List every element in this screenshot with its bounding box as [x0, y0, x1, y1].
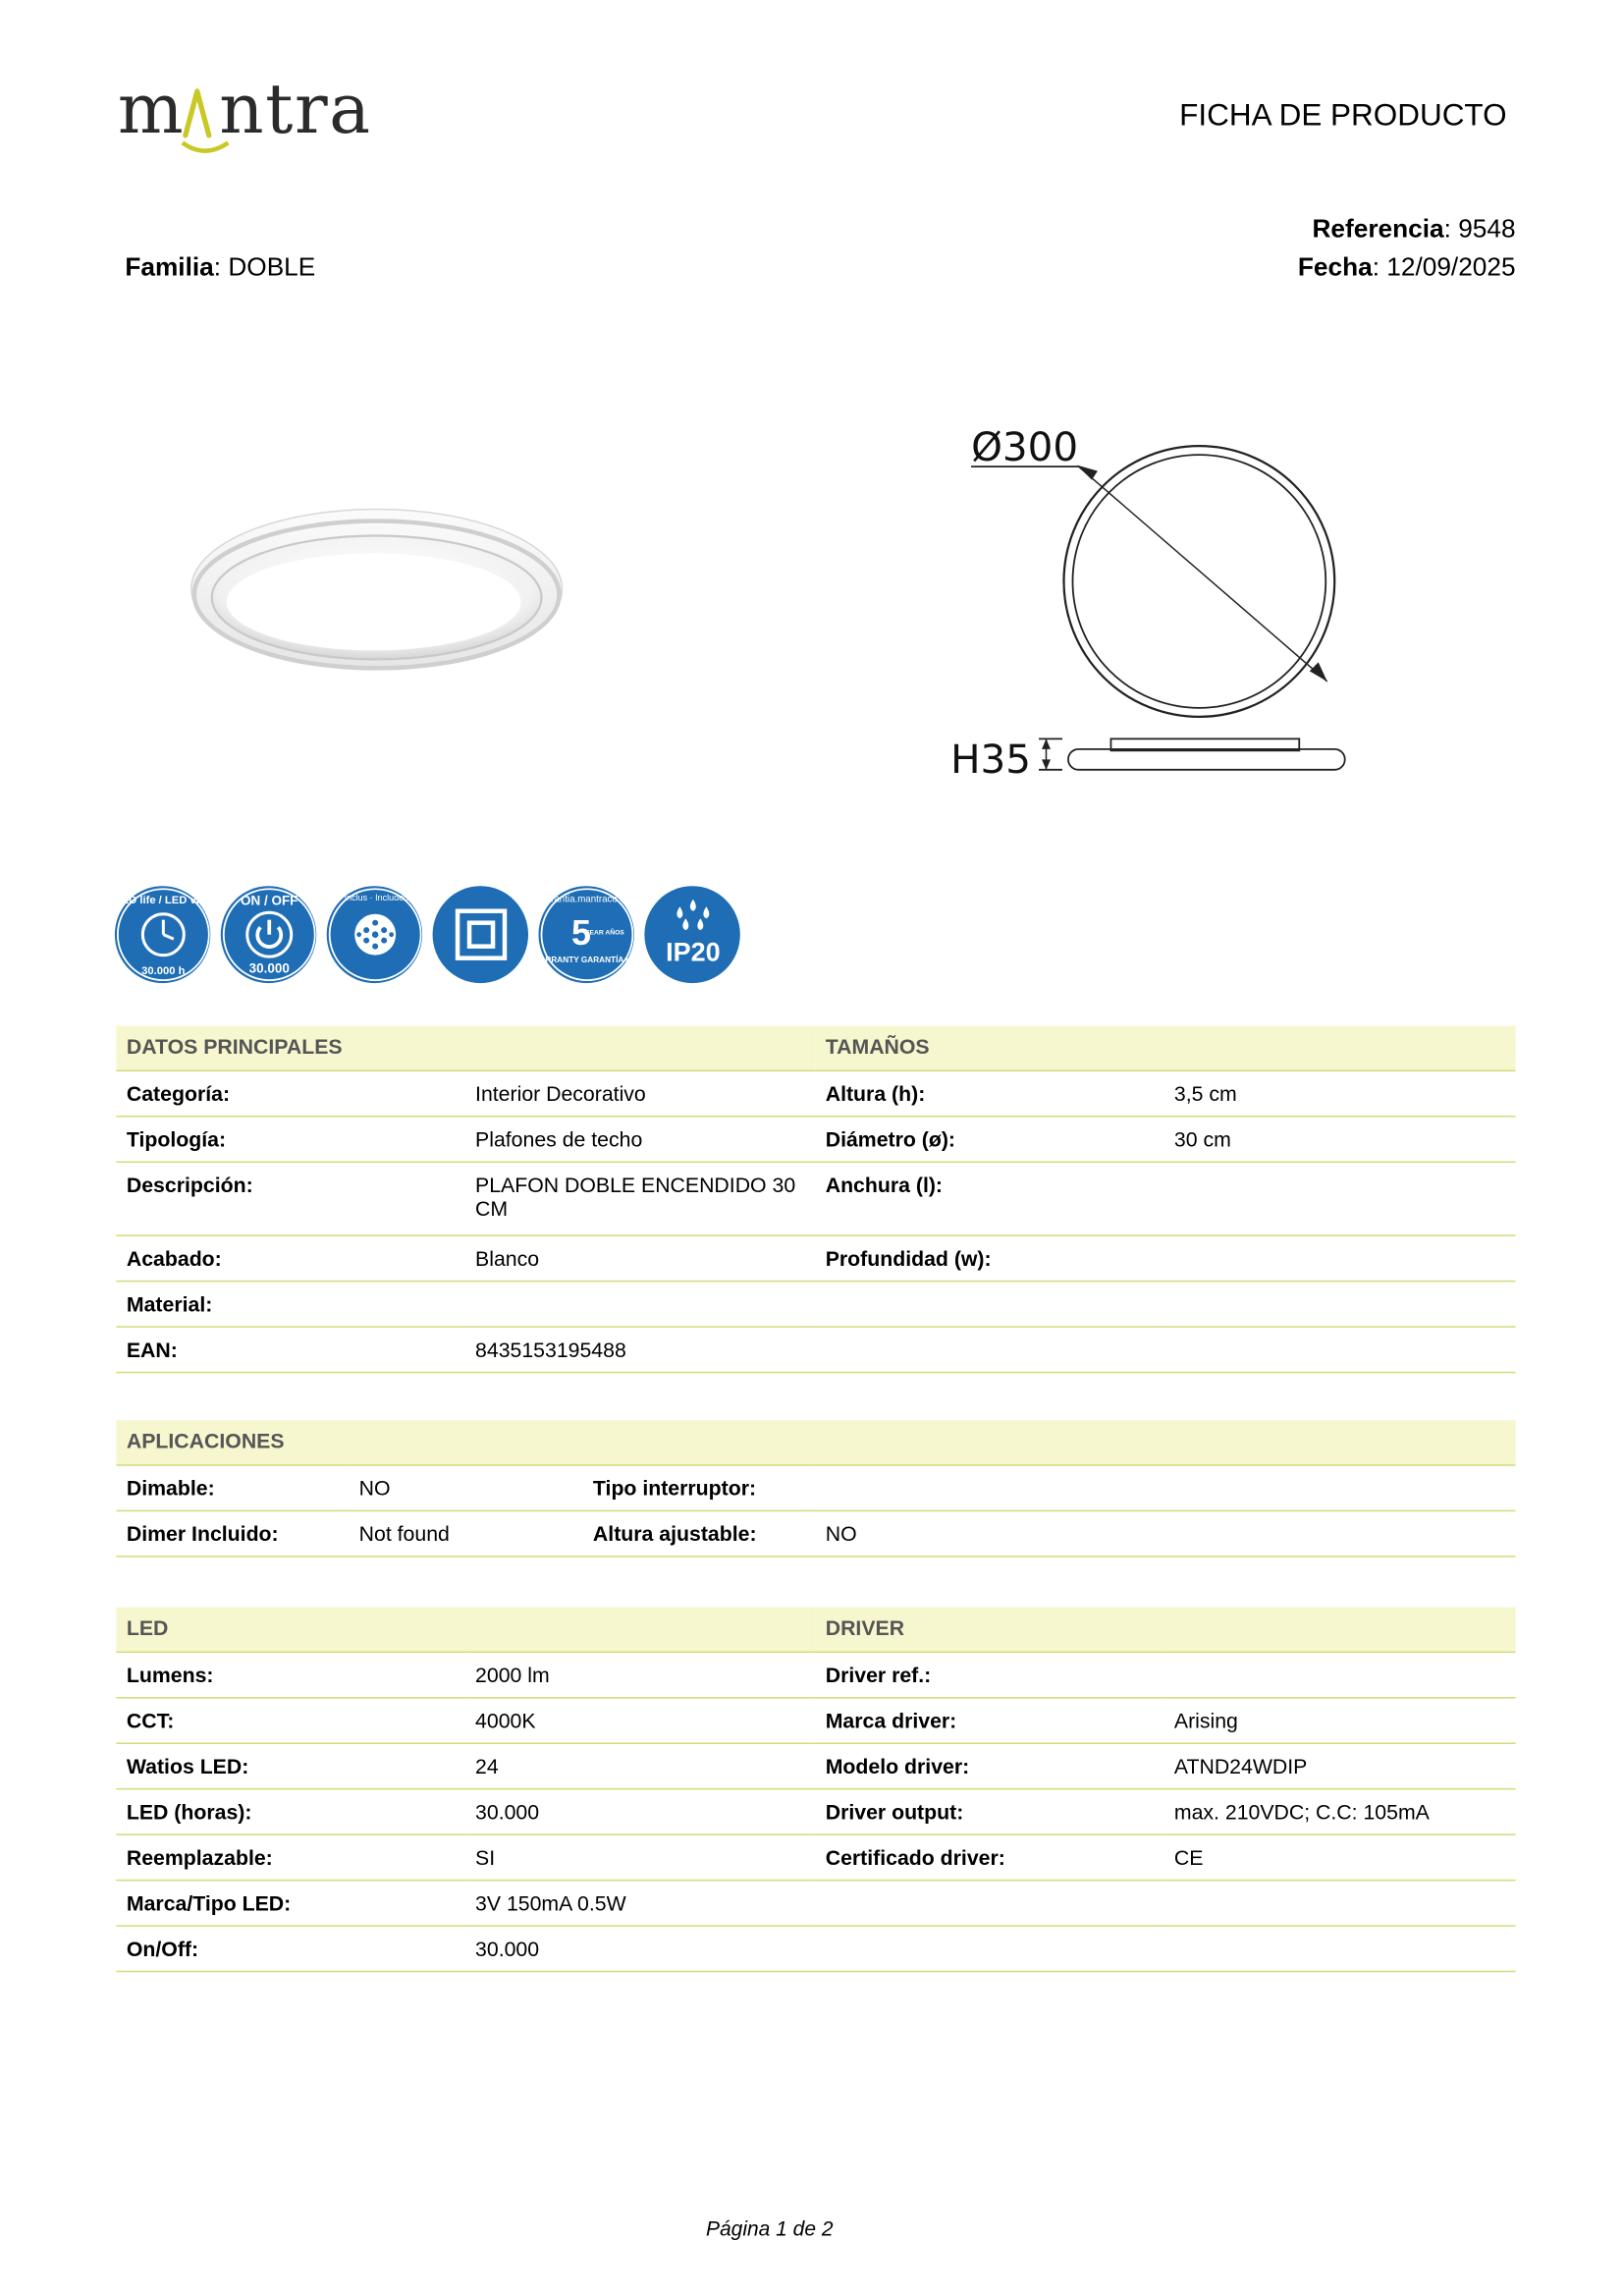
- referencia-label: Referencia: [1312, 213, 1444, 244]
- table-row: EAN: 8435153195488: [116, 1327, 1515, 1372]
- table-row: Acabado: Blanco Profundidad (w):: [116, 1235, 1515, 1281]
- feature-icons: [115, 886, 740, 989]
- table-row: Material:: [116, 1282, 1515, 1327]
- class-ii-icon: [433, 886, 528, 983]
- table-row: Dimer Incluido: Not found Altura ajustable: NO: [116, 1510, 1515, 1556]
- svg-text:ntra: ntra: [219, 68, 372, 149]
- table-row: Dimable: NO Tipo interruptor:: [116, 1465, 1515, 1510]
- driver-title: DRIVER: [815, 1608, 1515, 1653]
- svg-text:WARRANTY GARANTÍA LED: WARRANTY GARANTÍA LED: [532, 956, 642, 965]
- datos-title: DATOS PRINCIPALES: [116, 1026, 815, 1071]
- svg-text:ON / OFF: ON / OFF: [241, 893, 298, 908]
- led-driver-table: [116, 1608, 1515, 1973]
- ip20-icon: [644, 886, 739, 983]
- tamanos-title: TAMAÑOS: [815, 1026, 1515, 1071]
- table-row: Watios LED: 24 Modelo driver: ATND24WDIP: [116, 1743, 1515, 1788]
- datos-header-row: [116, 1026, 1515, 1071]
- familia-label: Familia: [125, 251, 214, 282]
- table-row: Reemplazable: SI Certificado driver: CE: [116, 1834, 1515, 1880]
- table-row: On/Off: 30.000: [116, 1926, 1515, 1971]
- familia-field: Familia: DOBLE: [125, 251, 316, 282]
- datos-table: [116, 1026, 1515, 1374]
- height-label: H35: [950, 735, 1031, 783]
- technical-drawing: [942, 412, 1369, 795]
- svg-text:5: 5: [570, 912, 591, 954]
- mantra-logo: [117, 68, 427, 162]
- svg-text:30.000: 30.000: [248, 960, 290, 976]
- svg-text:30.000 h: 30.000 h: [141, 965, 186, 978]
- referencia-field: Referencia: 9548: [1312, 213, 1516, 244]
- fecha-value: 12/09/2025: [1386, 251, 1516, 282]
- document-title: FICHA DE PRODUCTO: [1179, 98, 1507, 133]
- table-row: Descripción: PLAFON DOBLE ENCENDIDO 30 CM Anchura (l):: [116, 1162, 1515, 1235]
- page-number: Página 1 de 2: [706, 2216, 834, 2241]
- table-row: Lumens: 2000 lm Driver ref.:: [116, 1652, 1515, 1697]
- product-photo: [189, 504, 568, 678]
- fecha-field: Fecha: 12/09/2025: [1297, 251, 1516, 282]
- aplicaciones-table: [116, 1420, 1515, 1557]
- diameter-label: Ø300: [971, 423, 1079, 471]
- table-row: Tipología: Plafones de techo Diámetro (ø): 30 cm: [116, 1117, 1515, 1162]
- table-row: CCT: 4000K Marca driver: Arising: [116, 1698, 1515, 1743]
- aplicaciones-title: APLICACIONES: [116, 1420, 1515, 1465]
- svg-text:LED life / LED vida: LED life / LED vida: [114, 895, 212, 907]
- svg-text:YEAR AÑOS: YEAR AÑOS: [585, 929, 624, 937]
- referencia-value: 9548: [1458, 213, 1516, 244]
- led-title: LED: [116, 1608, 815, 1653]
- familia-value: DOBLE: [228, 251, 316, 282]
- aplicaciones-header-row: [116, 1420, 1515, 1465]
- table-row: Categoría: Interior Decorativo Altura (h): 3,5 cm: [116, 1070, 1515, 1116]
- warranty-icon: [532, 886, 642, 983]
- table-row: Marca/Tipo LED: 3V 150mA 0.5W: [116, 1881, 1515, 1926]
- led-header-row: [116, 1608, 1515, 1653]
- svg-text:garantia.mantraco.org: garantia.mantraco.org: [540, 894, 634, 905]
- table-row: LED (horas): 30.000 Driver output: max. 210VDC; C.C: 105mA: [116, 1789, 1515, 1834]
- svg-text:Incluido · Inclus · Included ·: Incluido · Inclus · Included · Incluso: [305, 893, 445, 903]
- svg-text:IP20: IP20: [666, 937, 721, 967]
- svg-text:m: m: [117, 68, 186, 149]
- led-included-icon: [305, 886, 445, 983]
- on-off-icon: [221, 886, 316, 983]
- led-life-icon: [115, 886, 210, 983]
- fecha-label: Fecha: [1297, 251, 1373, 282]
